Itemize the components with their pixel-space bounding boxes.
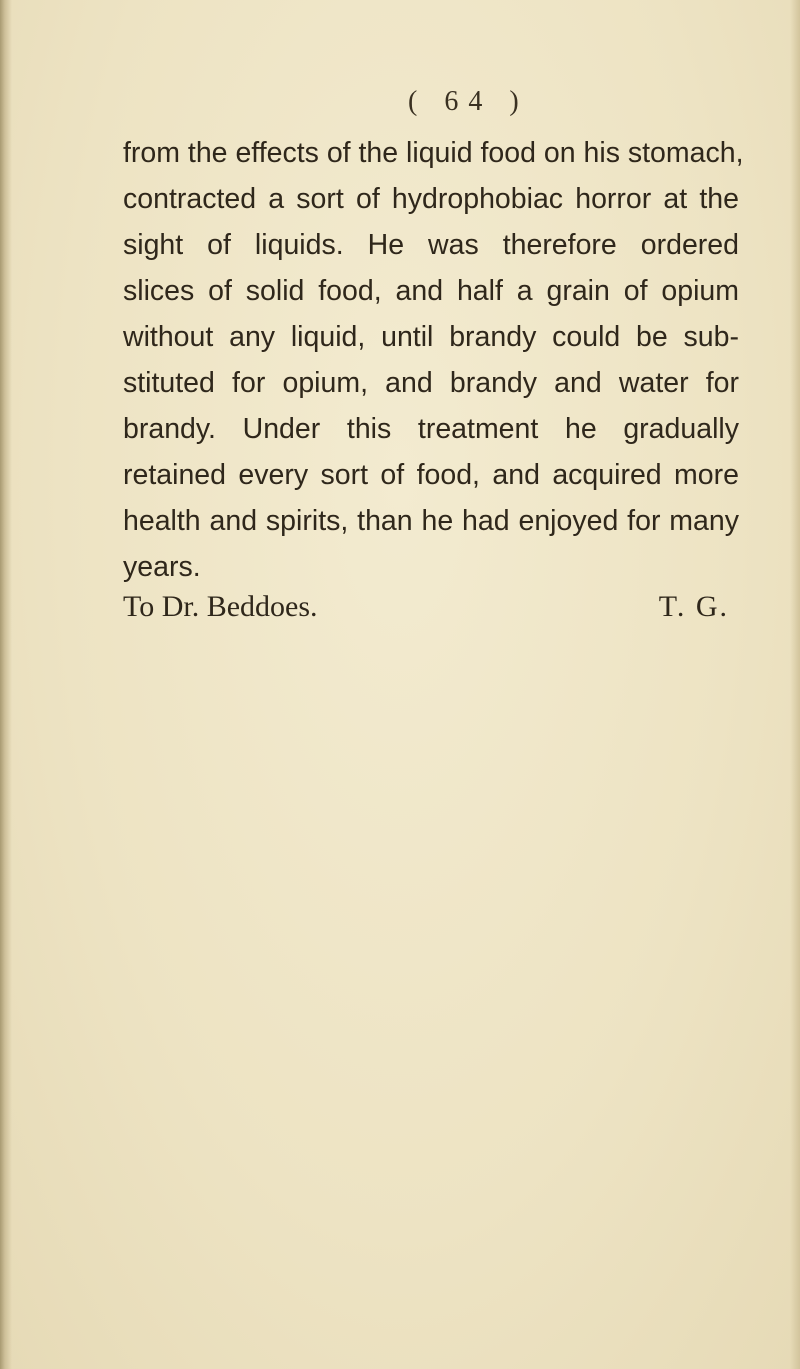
text-line: retained every sort of food, and acquired more	[123, 459, 739, 491]
page-number: ( 64 )	[408, 86, 529, 117]
text-line: health and spirits, than he had enjoyed for many	[123, 505, 739, 537]
text-line: slices of solid food, and half a grain of opium	[123, 275, 739, 307]
letter-recipient: To Dr. Beddoes.	[123, 590, 318, 623]
text-line: from the effects of the liquid food on his stomach,	[123, 137, 744, 169]
text-line: contracted a sort of hydrophobiac horror at the	[123, 183, 739, 215]
text-line: without any liquid, until brandy could be sub-	[123, 321, 739, 353]
text-line: years.	[123, 551, 201, 583]
signature-row	[123, 584, 739, 630]
text-line: stituted for opium, and brandy and water for	[123, 367, 739, 399]
body-text	[123, 130, 744, 590]
text-line: sight of liquids. He was therefore ordered	[123, 229, 739, 261]
author-initials: T. G.	[658, 590, 729, 623]
page-binding-edge	[0, 0, 12, 1369]
text-line: brandy. Under this treatment he gradually	[123, 413, 739, 445]
page-right-edge	[790, 0, 800, 1369]
